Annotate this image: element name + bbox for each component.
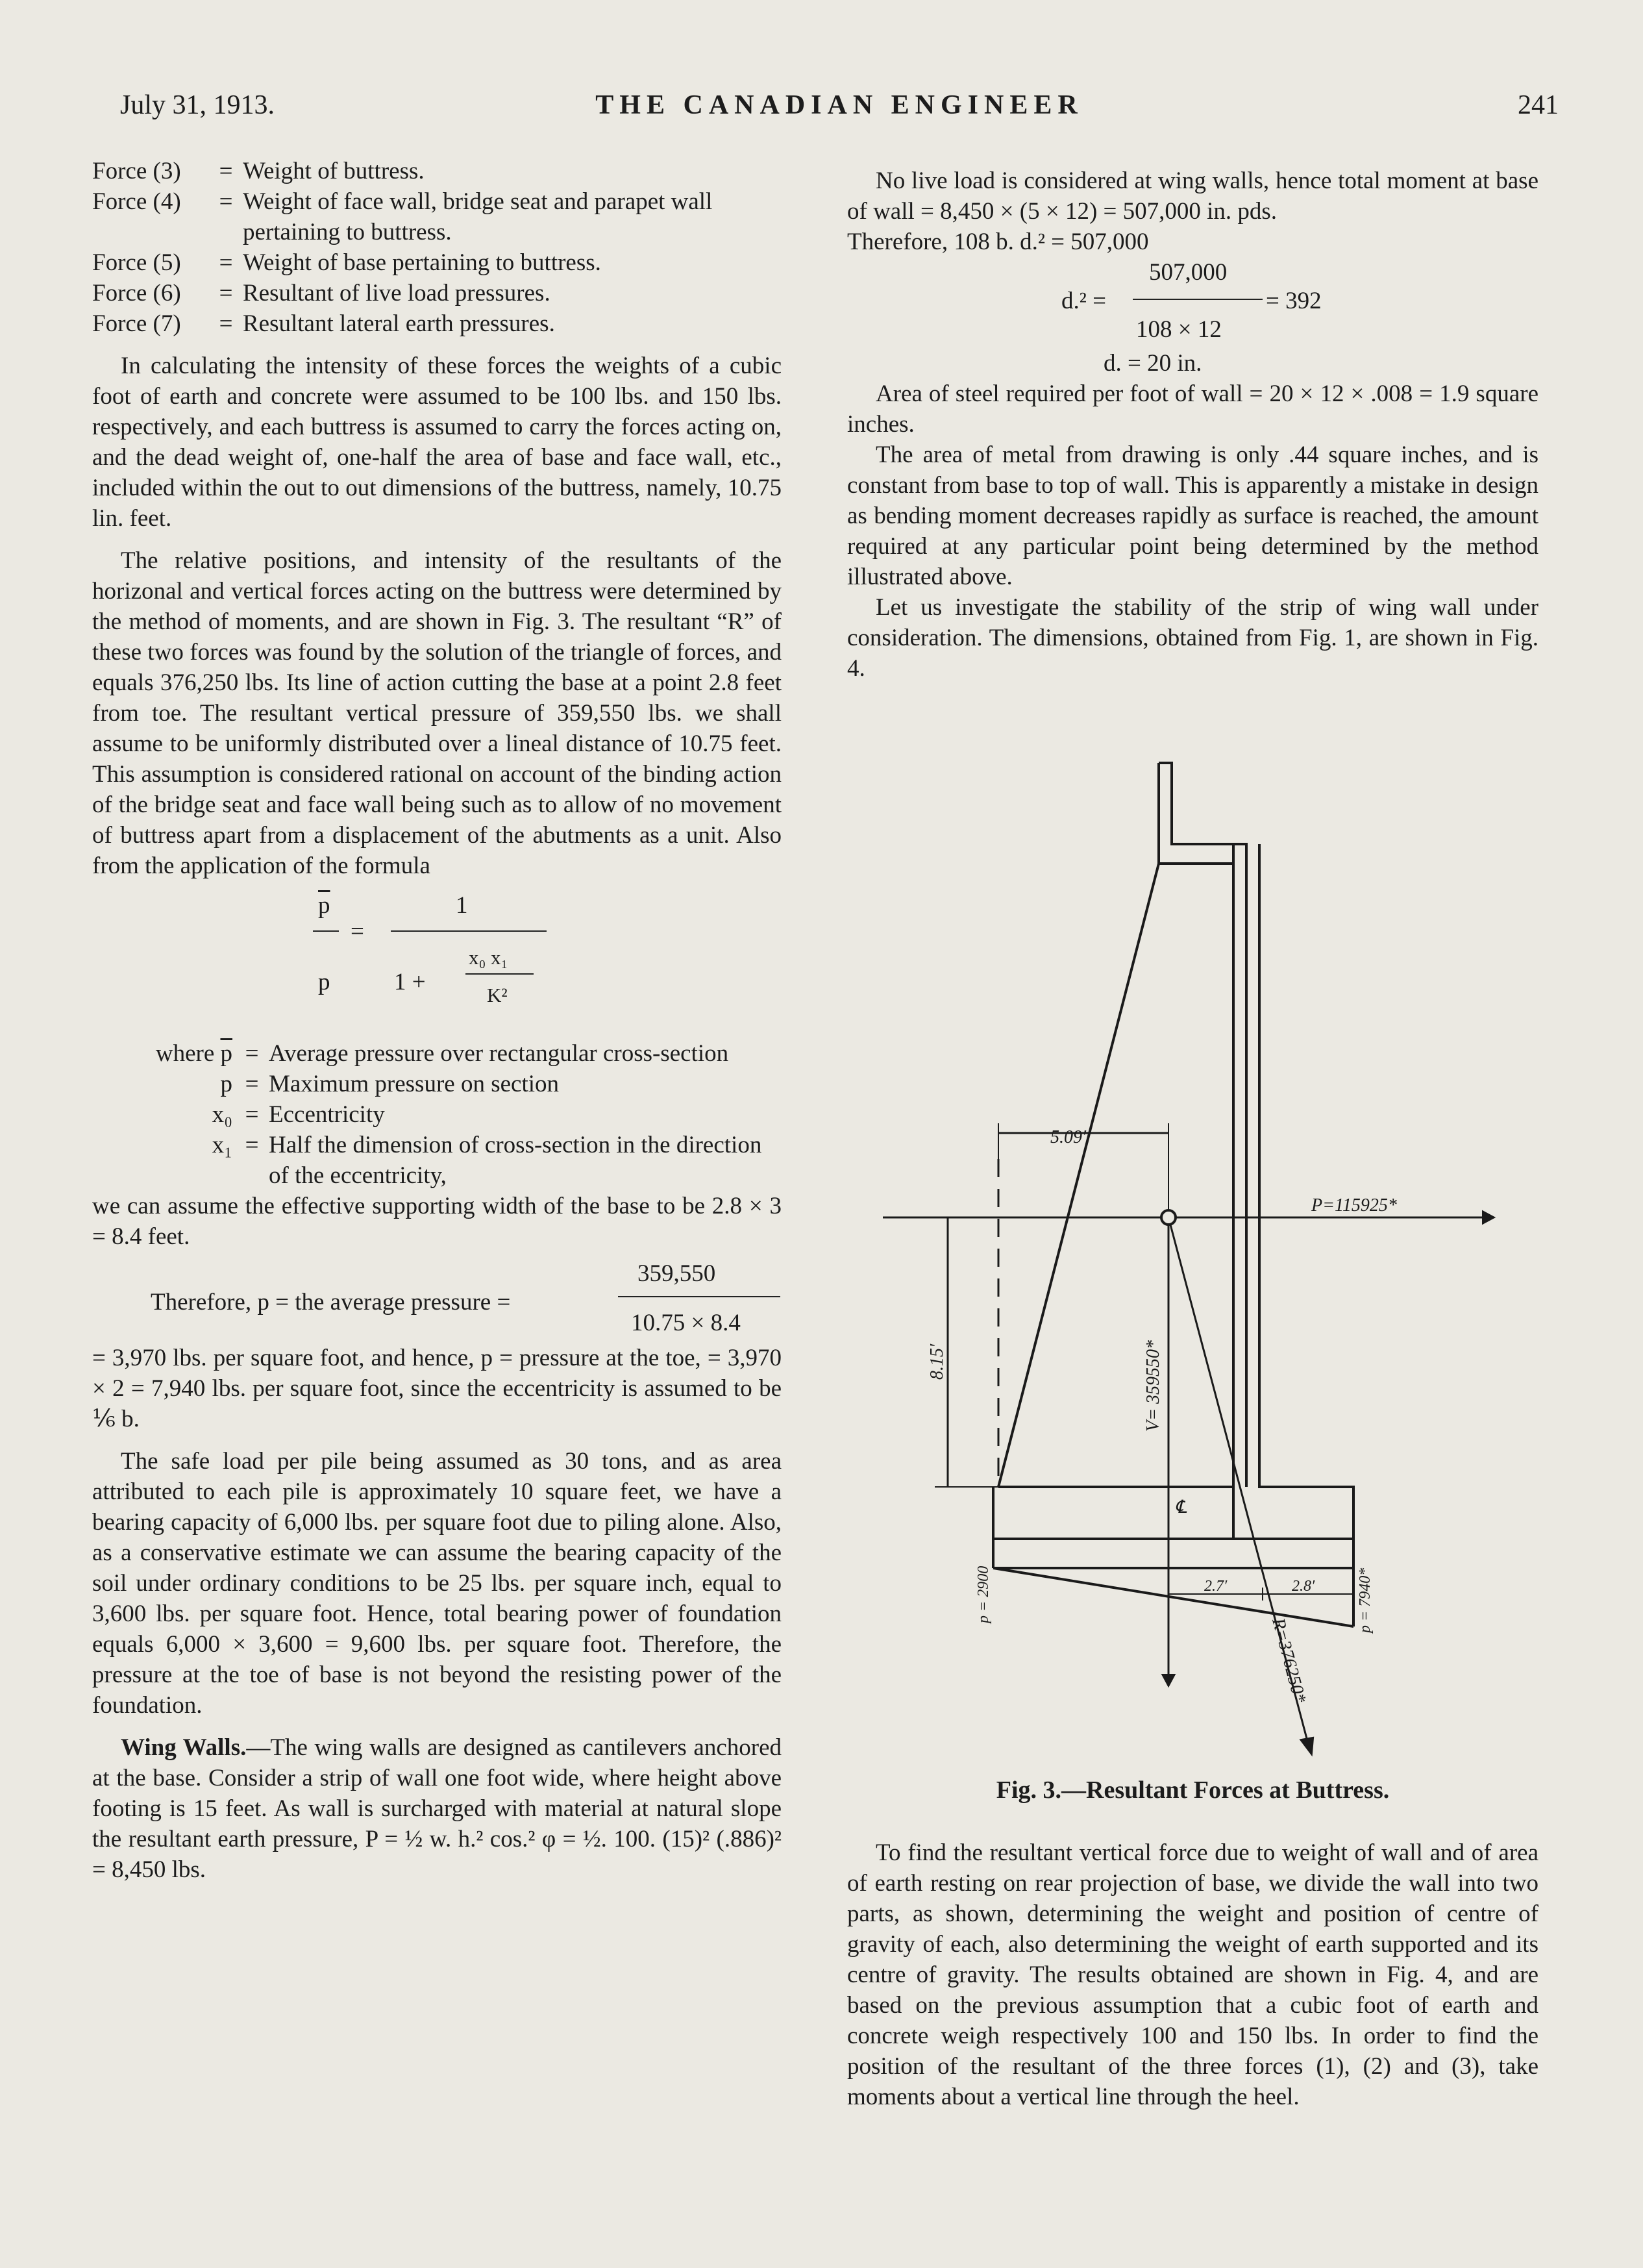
paragraph: To find the resultant vertical force due to weight of wall and of area of earth resting on rear projection of base, we divide the wall into two parts, as shown, determining the weight and position of centre of gravity of each, also determining the weight of earth supported and its centre of gravity. The results obtained are shown in Fig. 4, and are based on the previous assumption that a cubic foot of earth and concrete weigh respectively 100 and 150 lbs. In order to find the position of the resultant of the three forces (1), (2) and (3), take moments about a vertical line through the heel. [847, 1839, 1538, 2110]
heel-pressure-label: p = 2900 [975, 1565, 992, 1623]
equation: Therefore, 108 b. d.² = 507,000 [847, 229, 1149, 255]
d-squared-calc: d.² = 507,000 = 392 108 × 12 [1061, 259, 1322, 343]
force-def: Force (4) = Weight of face wall, bridge seat and parapet wall pertaining to buttress. [92, 188, 713, 245]
equation: d. = 20 in. [1104, 350, 1202, 377]
paragraph: Let us investigate the stability of the strip of wing wall under consideration. The dimensions, obtained from Fig. 1, are shown in Fig. 4. [847, 594, 1538, 682]
pressure-formula: $\overline{p}$ = p 1 1 + x₀ x₁ K² [92, 890, 782, 1033]
paragraph: No live load is considered at wing walls, hence total moment at base of wall = 8,450 × (5 × 12) = 507,000 in. pds. [847, 168, 1538, 225]
p-force-label: P=115925* [1311, 1195, 1397, 1215]
toe-pressure-label: p = 7940* [1357, 1567, 1374, 1633]
right-column [847, 166, 1538, 684]
where-block: where $\overline{p}$ = Average pressure over rectangular cross-section p = Maximum pressure on section x₀ = Eccentricity x₁ = Half the dimension of cross-section in the direction of the eccentricity, [155, 1040, 762, 1189]
force-def: Force (5) = Weight of base pertaining to buttress. [92, 249, 601, 276]
centreline-label: ℄ [1175, 1497, 1187, 1517]
page-header [120, 90, 1559, 129]
average-pressure-calc: Therefore, p = the average pressure = 359,550 10.75 × 8.4 [92, 1258, 782, 1343]
dim-top-label: 5.09′ [1050, 1127, 1087, 1147]
height-label: 8.15′ [927, 1343, 947, 1380]
buttress-force-diagram [883, 750, 1532, 1789]
paragraph: The area of metal from drawing is only .44 square inches, and is constant from base to top of wall. This is apparently a mistake in design as bending moment decreases rapidly as surface is reached, the amount required at any particular point being determined by the method illustrated above. [847, 442, 1538, 590]
force-def: Force (3) = Weight of buttress. [92, 158, 425, 184]
figure-caption: Fig. 3.—Resultant Forces at Buttress. [996, 1776, 1390, 1804]
dim-28-label: 2.8′ [1292, 1578, 1315, 1595]
paragraph: Area of steel required per foot of wall = 20 × 12 × .008 = 1.9 square inches. [847, 380, 1538, 438]
journal-title: THE CANADIAN ENGINEER [595, 90, 1083, 120]
force-def: Force (6) = Resultant of live load pressures. [92, 280, 550, 306]
dim-27-label: 2.7′ [1204, 1578, 1228, 1595]
right-column-lower [847, 1838, 1538, 2112]
force-def: Force (7) = Resultant lateral earth pressures. [92, 310, 555, 337]
issue-date: July 31, 1913. [120, 90, 275, 120]
page-number: 241 [1518, 90, 1559, 120]
figure-3 [883, 750, 1532, 1789]
paragraph: = 3,970 lbs. per square foot, and hence, p = pressure at the toe, = 3,970 × 2 = 7,940 lbs. per square foot, since the eccentricity is assumed to be ⅙ b. [92, 1345, 782, 1432]
left-column [92, 156, 782, 1885]
paragraph: In calculating the intensity of these forces the weights of a cubic foot of earth and concrete were assumed to be 100 lbs. and 150 lbs. respectively, and each buttress is assumed to carry the forces acting on, and the dead weight of, one-half the area of base and face wall, etc., included within the out to out dimensions of the buttress, namely, 10.75 lin. feet. [92, 353, 782, 532]
v-force-label: V= 359550* [1143, 1340, 1163, 1432]
wing-walls-paragraph: Wing Walls.—The wing walls are designed as cantilevers anchored at the base. Consider a strip of wall one foot wide, where height above footing is 15 feet. As wall is surcharged with material at natural slope the resultant earth pressure, P = ½ w. h.² cos.² φ = ½. 100. (15)² (.886)² = 8,450 lbs. [92, 1734, 782, 1883]
paragraph: The relative positions, and intensity of the resultants of the horizonal and vertical forces acting on the buttress were determined by the method of moments, and are shown in Fig. 3. The resultant “R” of these two forces was found by the solution of the triangle of forces, and equals 376,250 lbs. Its line of action cutting the base at a point 2.8 feet from toe. The resultant vertical pressure of 359,550 lbs. we shall assume to be uniformly distributed over a lineal distance of 10.75 feet. This assumption is considered rational on account of the binding action of the bridge seat and face wall being such as to allow of no movement of buttress apart from a displacement of the abutments as a unit. Also from the application of the formula [92, 547, 782, 879]
paragraph: we can assume the effective supporting width of the base to be 2.8 × 3 = 8.4 feet. [92, 1193, 782, 1250]
paragraph: The safe load per pile being assumed as 30 tons, and as area attributed to each pile is approximately 10 square feet, we have a bearing capacity of 6,000 lbs. per square foot due to piling alone. Also, as a conservative estimate we can assume the bearing capacity of the soil under ordinary conditions to be 25 lbs. per square inch, equal to 3,600 lbs. per square foot. Hence, total bearing power of foundation equals 6,000 × 3,600 = 9,600 lbs. per square foot. Therefore, the pressure at the toe of base is not beyond the resisting power of the foundation. [92, 1448, 782, 1719]
resultant-label: R=376250* [1268, 1615, 1310, 1706]
